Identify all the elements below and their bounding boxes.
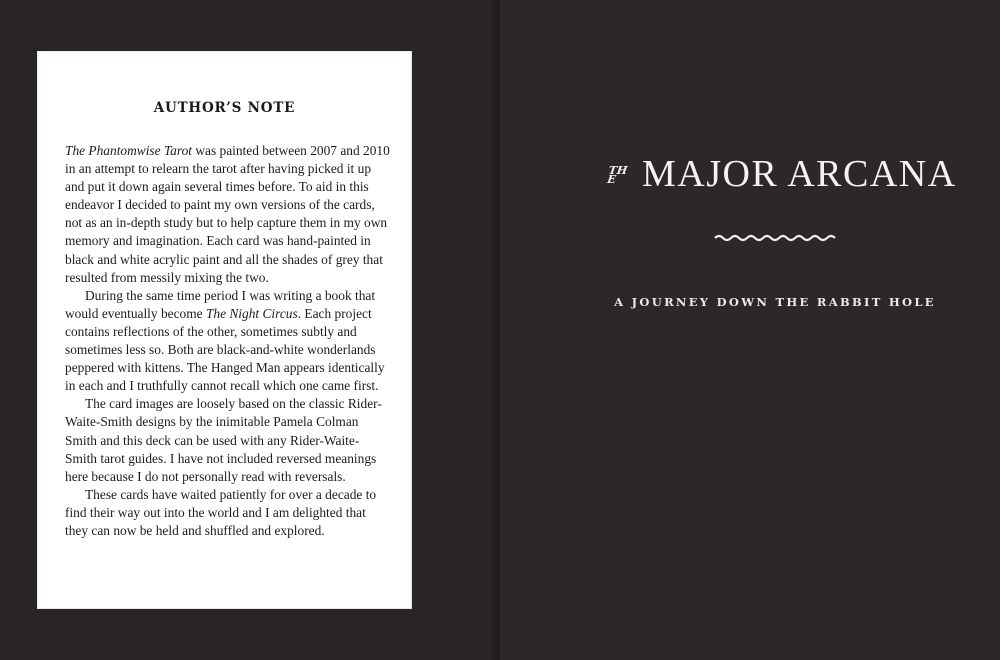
the-wordmark-line-1: TH	[607, 164, 629, 177]
right-page	[500, 0, 1000, 660]
the-wordmark	[607, 166, 640, 184]
phantomwise-title: The Phantomwise Tarot	[65, 143, 192, 158]
major-arcana-title: MAJOR ARCANA	[642, 153, 957, 195]
paragraph-1-text: was painted between 2007 and 2010 in an attempt to relearn the tarot after having picked it up and put it down again several times before. To aid in this endeavor I decided to paint my own versions of the cards, not as an in-depth study but to help capture them in my own memory and imagination. Each card was hand-painted in black and white acrylic paint and all the shades of grey that resulted from messily mixing the two.	[65, 143, 390, 285]
major-arcana-heading	[608, 152, 958, 202]
paragraph-2	[65, 287, 391, 396]
the-wordmark-line-2: E	[606, 173, 617, 186]
night-circus-title: The Night Circus	[205, 305, 298, 321]
authors-note-title: AUTHOR’S NOTE	[153, 100, 296, 116]
authors-note-body	[65, 142, 391, 540]
wave-ornament-icon	[713, 232, 839, 244]
authors-note-paper	[38, 52, 411, 608]
paragraph-3: The card images are loosely based on the classic Rider-Waite-Smith designs by the inimitable Pamela Colman Smith and this deck can be used with any Rider-Waite-Smith tarot guides. I have not included reversed meanings here because I do not personally read with reversals.	[65, 396, 382, 484]
paragraph-1	[65, 142, 391, 287]
paragraph-2-text-b: . Each project contains reflections of the other, sometimes subtly and sometimes less so. Both are black-and-white wonderlands peppered with kittens. The Hanged Man appears identically in each and I truthfully cannot recall which one came first.	[65, 305, 385, 394]
paragraph-2-text-a: During the same time period I was writing a book that would eventually become	[65, 287, 376, 321]
paragraph-4: These cards have waited patiently for over a decade to find their way out into the world and I am delighted that they can now be held and shuffled and explored.	[65, 486, 377, 538]
major-arcana-subtitle: A JOURNEY DOWN THE RABBIT HOLE	[614, 295, 936, 309]
